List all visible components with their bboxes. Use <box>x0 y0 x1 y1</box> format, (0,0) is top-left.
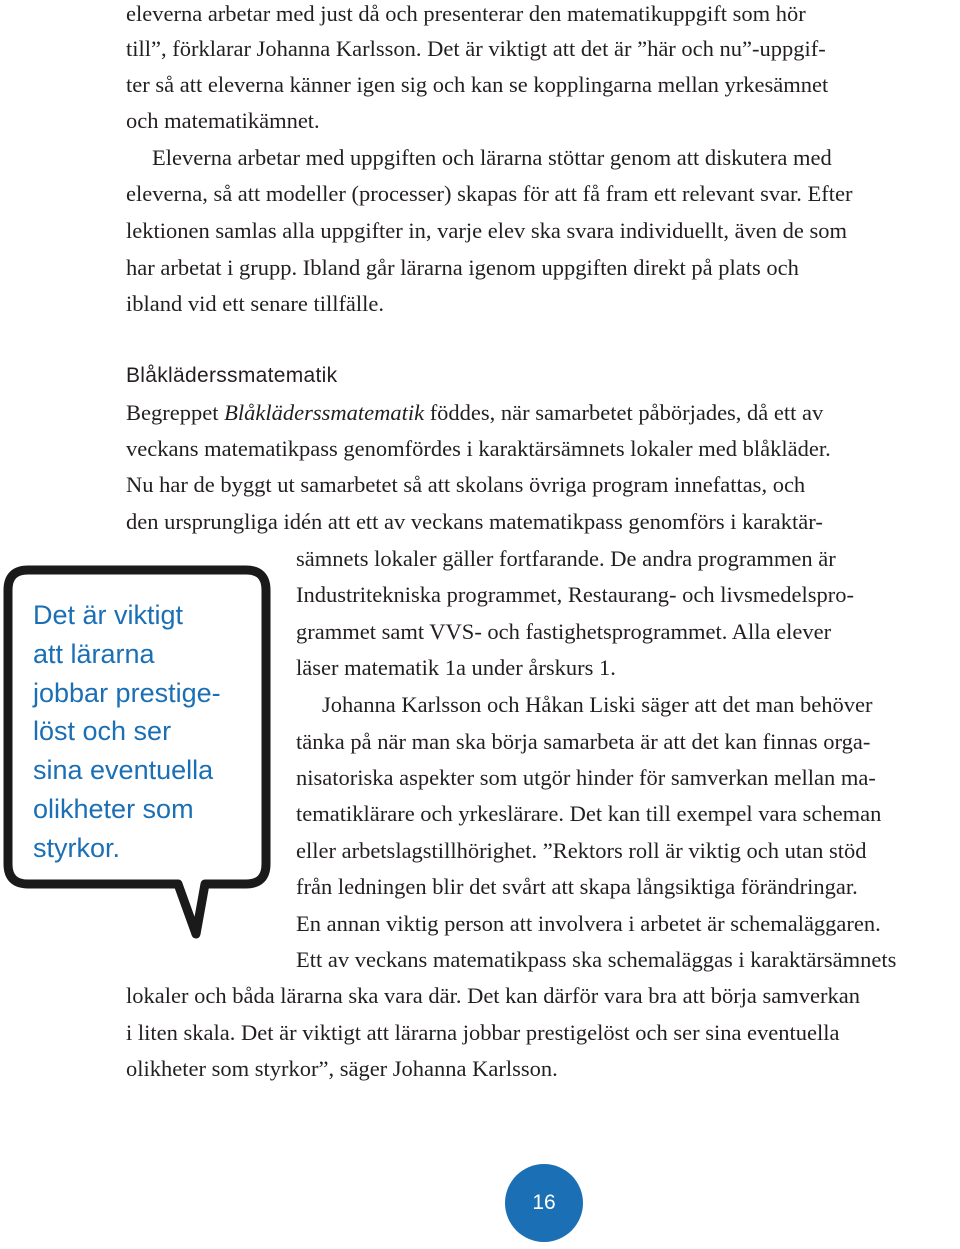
pull-quote-line: jobbar prestige- <box>33 677 221 708</box>
pull-quote-line: Det är viktigt <box>33 600 184 630</box>
pull-quote-line: att lärarna <box>33 638 155 669</box>
body-line: till”, förklarar Johanna Karlsson. Det är viktigt att det är ”här och nu”-uppgif- <box>126 36 826 61</box>
body-line: grammet samt VVS- och fastighetsprogrammet. Alla elever <box>296 619 832 644</box>
page-number: 16 <box>532 1191 556 1214</box>
pull-quote-line: styrkor. <box>33 832 121 863</box>
body-line: tänka på när man ska börja samarbeta är att det kan finnas orga- <box>296 729 871 754</box>
body-text: föddes, när samarbetet påbörjades, då ett av <box>424 400 824 425</box>
body-line: Nu har de byggt ut samarbetet så att skolans övriga program innefattas, och <box>126 472 806 497</box>
body-text: Begreppet <box>126 400 225 425</box>
body-line: ibland vid ett senare tillfälle. <box>126 291 385 316</box>
body-line: sämnets lokaler gäller fortfarande. De andra programmen är <box>296 546 836 571</box>
body-line: Ett av veckans matematikpass ska schemaläggas i karaktärsämnets <box>296 947 897 972</box>
body-line: Johanna Karlsson och Håkan Liski säger att det man behöver <box>322 692 873 717</box>
body-line: veckans matematikpass genomfördes i karaktärsämnets lokaler med blåkläder. <box>126 436 831 461</box>
body-line: En annan viktig person att involvera i arbetet är schemaläggaren. <box>296 911 881 936</box>
body-line: har arbetat i grupp. Ibland går lärarna igenom uppgiften direkt på plats och <box>126 255 799 280</box>
emphasized-term: Blåkläderssmatematik <box>224 400 425 425</box>
body-line: i liten skala. Det är viktigt att lärarna jobbar prestigelöst och ser sina eventuella <box>126 1020 840 1045</box>
body-line: eller arbetslagstillhörighet. ”Rektors roll är viktig och utan stöd <box>296 838 867 863</box>
pull-quote-line: löst och ser <box>33 716 172 747</box>
pull-quote-line: olikheter som <box>33 793 194 824</box>
body-line: tematiklärare och yrkeslärare. Det kan till exempel vara scheman <box>296 801 882 826</box>
pull-quote-line: sina eventuella <box>33 755 214 786</box>
body-line: Eleverna arbetar med uppgiften och lärarna stöttar genom att diskutera med <box>152 145 832 170</box>
body-line: lektionen samlas alla uppgifter in, varje elev ska svara individuellt, även de som <box>126 218 848 243</box>
page-number-badge <box>505 1164 583 1242</box>
section-heading: Blåkläderssmatematik <box>126 364 338 387</box>
body-line: ter så att eleverna känner igen sig och kan se kopplingarna mellan yrkesämnet <box>126 72 829 97</box>
body-line: läser matematik 1a under årskurs 1. <box>296 655 616 680</box>
pull-quote <box>33 596 221 868</box>
body-line: Industritekniska programmet, Restaurang- och livsmedelspro- <box>296 582 854 607</box>
body-line: olikheter som styrkor”, säger Johanna Karlsson. <box>126 1056 558 1081</box>
body-line: den ursprungliga idén att ett av veckans matematikpass genomförs i karaktär- <box>126 509 823 534</box>
body-line: lokaler och båda lärarna ska vara där. Det kan därför vara bra att börja samverkan <box>126 983 861 1008</box>
body-line: eleverna, så att modeller (processer) skapas för att få fram ett relevant svar. Efter <box>126 181 853 206</box>
body-line: från ledningen blir det svårt att skapa långsiktiga förändringar. <box>296 874 858 899</box>
body-line: och matematikämnet. <box>126 108 320 133</box>
body-line: eleverna arbetar med just då och presenterar den matematikuppgift som hör <box>126 1 806 26</box>
body-line: nisatoriska aspekter som utgör hinder för samverkan mellan ma- <box>296 765 876 790</box>
